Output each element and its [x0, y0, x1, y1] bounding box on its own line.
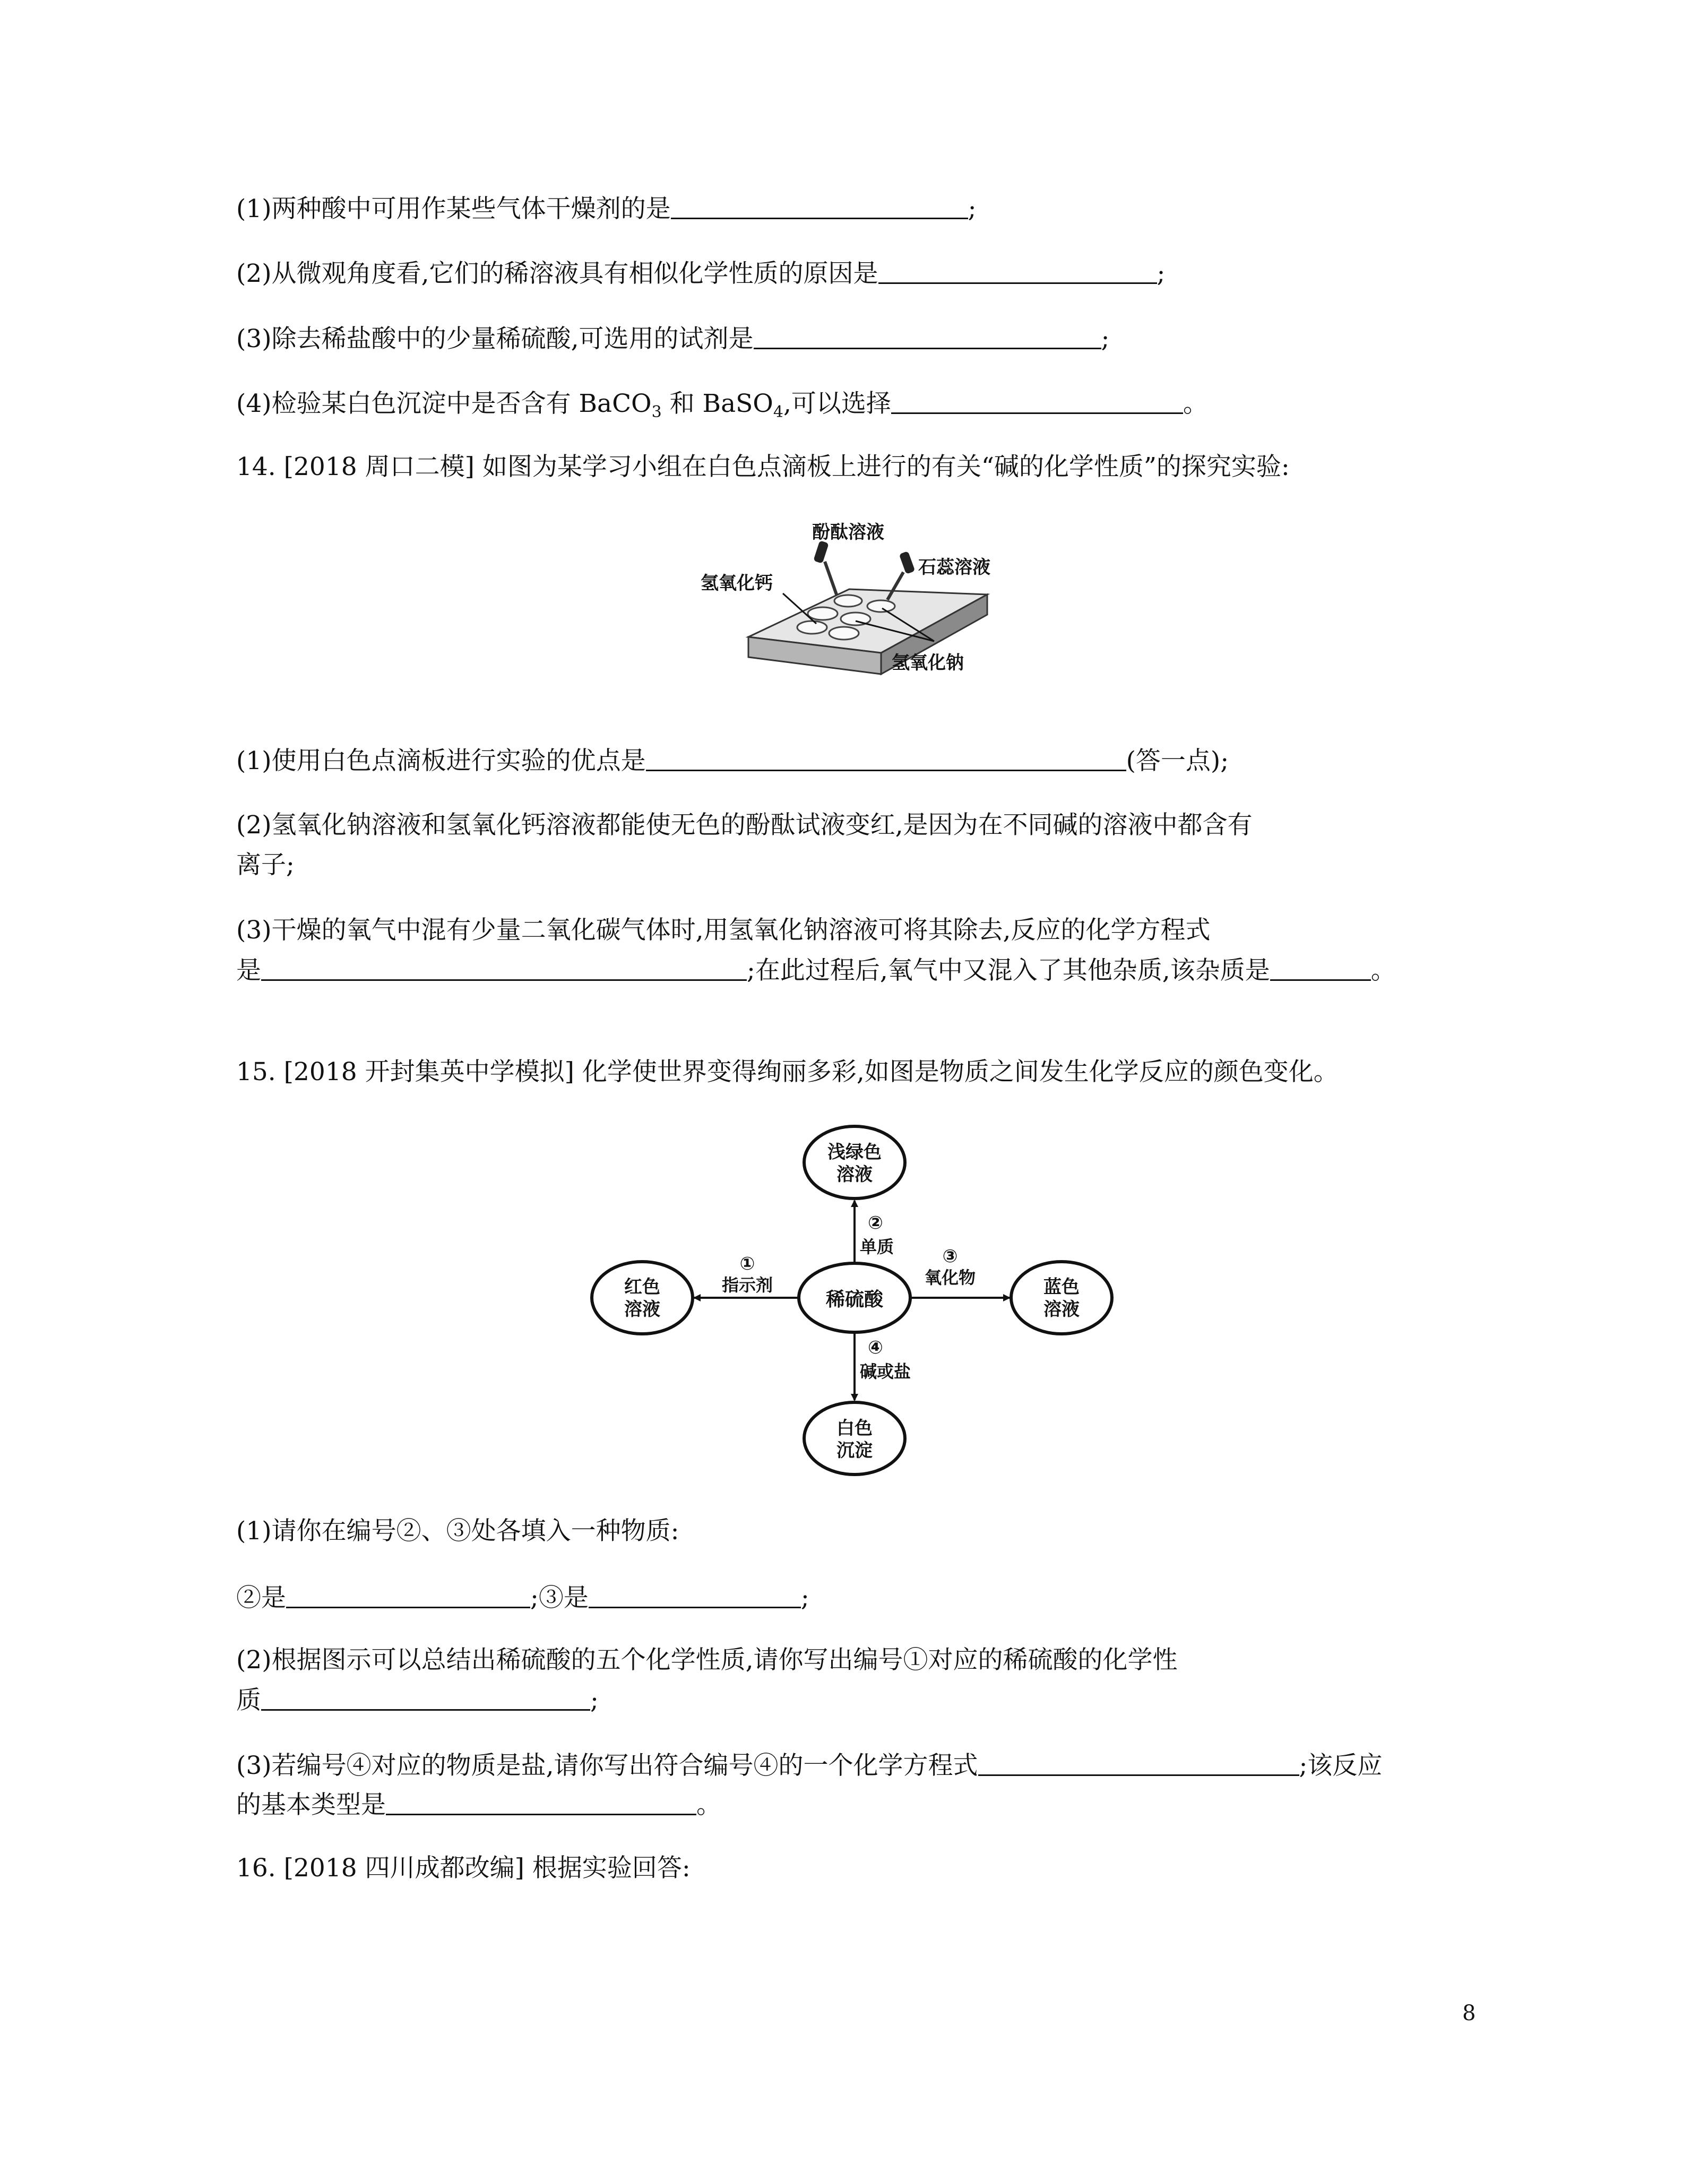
svg-text:白色: 白色: [836, 1418, 873, 1439]
answer-blank[interactable]: [1270, 953, 1371, 981]
page-number: 8: [1462, 2001, 1476, 2025]
label-calcium-hydroxide: 氢氧化钙: [701, 573, 773, 594]
q15-item-2-line2: 质 ;: [236, 1683, 599, 1717]
answer-blank[interactable]: [891, 386, 1183, 414]
q14-item-1: (1)使用白色点滴板进行实验的优点是 (答一点);: [236, 743, 1229, 777]
edge-4-label: 碱或盐: [860, 1361, 911, 1382]
q14-item-2-line2: 离子;: [236, 850, 295, 880]
edge-3-number: ③: [942, 1246, 958, 1267]
answer-blank[interactable]: [754, 321, 1101, 349]
answer-blank[interactable]: [286, 1580, 530, 1608]
answer-blank[interactable]: [261, 953, 747, 981]
label-phenolphthalein: 酚酞溶液: [812, 522, 884, 543]
reaction-color-diagram: [579, 1120, 1131, 1481]
q14-item-3-line1: (3)干燥的氧气中混有少量二氧化碳气体时,用氢氧化钠溶液可将其除去,反应的化学方程式: [236, 916, 1211, 945]
q14-item-2-line1: (2)氢氧化钠溶液和氢氧化钙溶液都能使无色的酚酞试液变红,是因为在不同碱的溶液中都含有: [236, 811, 1253, 840]
svg-text:红色: 红色: [624, 1277, 660, 1298]
edge-1-label: 指示剂: [721, 1275, 773, 1295]
q16-stem: 16. [2018 四川成都改编] 根据实验回答:: [236, 1853, 691, 1883]
answer-blank[interactable]: [386, 1787, 696, 1815]
edge-3-label: 氧化物: [924, 1268, 976, 1288]
svg-text:浅绿色: 浅绿色: [827, 1142, 882, 1163]
q15-item-1-blanks: ②是 ;③是 ;: [236, 1580, 809, 1614]
center-label: 稀硫酸: [825, 1289, 884, 1311]
answer-blank[interactable]: [978, 1748, 1299, 1776]
svg-text:溶液: 溶液: [1043, 1299, 1080, 1320]
q14-item-3-line2: 是 ;在此过程后,氧气中又混入了其他杂质,该杂质是 。: [236, 953, 1396, 987]
answer-blank[interactable]: [261, 1683, 590, 1711]
q15-item-1: (1)请你在编号②、③处各填入一种物质:: [236, 1516, 679, 1546]
node-left: [592, 1262, 693, 1334]
q13-item-1: (1)两种酸中可用作某些气体干燥剂的是 ;: [236, 191, 976, 225]
edge-2-label: 单质: [860, 1237, 894, 1257]
edge-4-number: ④: [868, 1337, 883, 1358]
q13-item-3: (3)除去稀盐酸中的少量稀硫酸,可选用的试剂是 ;: [236, 321, 1109, 355]
answer-blank[interactable]: [589, 1580, 801, 1608]
q15-item-3-line2: 的基本类型是 。: [236, 1787, 721, 1821]
edge-1-number: ①: [739, 1253, 755, 1274]
svg-text:蓝色: 蓝色: [1043, 1277, 1080, 1298]
label-litmus: 石蕊溶液: [918, 557, 990, 578]
q13-item-4: (4)检验某白色沉淀中是否含有 BaCO$_3$ 和 BaSO$_4$,可以选择 。: [236, 386, 1208, 420]
answer-blank[interactable]: [671, 191, 968, 219]
answer-blank[interactable]: [646, 743, 1126, 771]
svg-text:溶液: 溶液: [624, 1299, 660, 1320]
svg-text:沉淀: 沉淀: [836, 1440, 873, 1461]
node-right: [1011, 1262, 1112, 1334]
q13-item-2: (2)从微观角度看,它们的稀溶液具有相似化学性质的原因是 ;: [236, 256, 1165, 290]
spot-plate-figure: [690, 515, 1008, 690]
dropper-icon: [813, 540, 836, 594]
edge-2-number: ②: [868, 1212, 883, 1234]
answer-blank[interactable]: [878, 256, 1157, 284]
label-sodium-hydroxide: 氢氧化钠: [892, 652, 964, 674]
q15-item-3-line1: (3)若编号④对应的物质是盐,请你写出符合编号④的一个化学方程式 ;该反应: [236, 1748, 1382, 1782]
q14-stem: 14. [2018 周口二模] 如图为某学习小组在白色点滴板上进行的有关“碱的化学性质”的探究实验:: [236, 452, 1290, 481]
q15-stem: 15. [2018 开封集英中学模拟] 化学使世界变得绚丽多彩,如图是物质之间发生化学反应的颜色变化。: [236, 1057, 1339, 1087]
svg-text:溶液: 溶液: [836, 1164, 873, 1185]
q15-item-2-line1: (2)根据图示可以总结出稀硫酸的五个化学性质,请你写出编号①对应的稀硫酸的化学性: [236, 1645, 1178, 1675]
